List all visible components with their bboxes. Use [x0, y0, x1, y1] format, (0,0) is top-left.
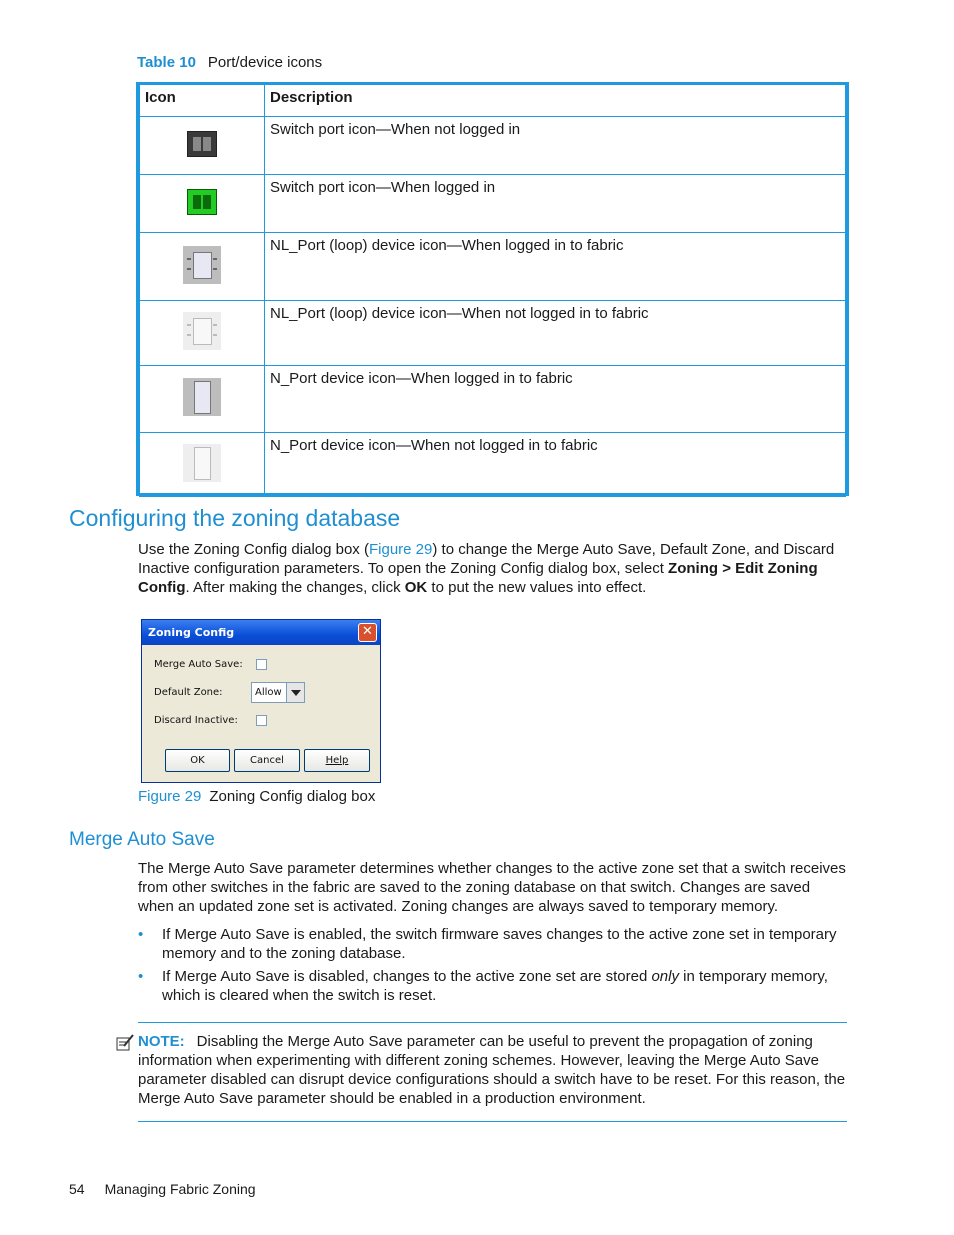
note-block [138, 1032, 850, 1108]
switch-port-off-icon [187, 131, 217, 157]
table-row [140, 301, 846, 366]
figure-caption [138, 788, 375, 805]
icon-column-header: Icon [140, 85, 265, 117]
n-port-not-logged-in-icon [183, 444, 221, 482]
intro-text-1: Use the Zoning Config dialog box ( [138, 541, 369, 558]
intro-text-2: ) to change the Merge Auto Save, Default Zone, and Discard Inactive configuration parameters. To open the Zoning Config dialog box, select [138, 541, 835, 577]
description-cell: NL_Port (loop) device icon—When logged in to fabric [265, 233, 846, 301]
bullet-text [162, 967, 846, 1005]
close-icon[interactable]: ✕ [358, 623, 377, 642]
cancel-button[interactable]: Cancel [234, 749, 300, 772]
page-number: 54 [69, 1181, 85, 1197]
dialog-title: Zoning Config [148, 626, 235, 639]
bullet-text: If Merge Auto Save is enabled, the switch firmware saves changes to the active zone set in temporary memory and to the zoning database. [162, 926, 837, 962]
table-row [140, 233, 846, 301]
table-row [140, 117, 846, 175]
icon-cell [140, 233, 265, 301]
ok-button[interactable]: OK [165, 749, 230, 772]
port-device-icons-table [136, 82, 849, 496]
nl-port-not-logged-in-icon [183, 312, 221, 350]
description-cell: NL_Port (loop) device icon—When not logged in to fabric [265, 301, 846, 366]
default-zone-label: Default Zone: [154, 687, 223, 698]
table-caption-text: Port/device icons [207, 54, 323, 71]
icon-cell [140, 301, 265, 366]
bullet-text-pre: If Merge Auto Save is disabled, changes to the active zone set are stored [162, 968, 652, 985]
list-item [138, 967, 850, 1007]
table-row [140, 366, 846, 433]
description-cell: N_Port device icon—When not logged in to fabric [265, 433, 846, 497]
description-cell: Switch port icon—When not logged in [265, 117, 846, 175]
icon-cell [140, 433, 265, 497]
menu-path: Zoning > Edit Zoning Config [138, 560, 818, 596]
bullet-text-emphasis: only [651, 968, 679, 985]
default-zone-select[interactable] [251, 682, 305, 703]
note-top-divider [138, 1022, 847, 1023]
table-header-row [140, 85, 846, 117]
icon-cell [140, 366, 265, 433]
nl-port-logged-in-icon [183, 246, 221, 284]
description-column-header: Description [265, 85, 846, 117]
switch-port-on-icon [187, 189, 217, 215]
merge-paragraph: The Merge Auto Save parameter determines whether changes to the active zone set that a switch receives from other switches in the fabric are saved to the zoning database on that switch. Changes are saved when an updated zone set is activated. Zoning changes are always saved to temporary memory. [138, 860, 846, 915]
bullet-text-post: in temporary memory, which is cleared when the switch is reset. [162, 968, 828, 1004]
description-cell: Switch port icon—When logged in [265, 175, 846, 233]
note-label: NOTE: [138, 1033, 185, 1050]
intro-text-4: to put the new values into effect. [427, 579, 647, 596]
subsection-title: Merge Auto Save [69, 829, 215, 850]
bullet-glyph: • [138, 926, 144, 943]
table-caption-label: Table 10 [137, 54, 196, 71]
bullet-glyph: • [138, 968, 144, 985]
note-bottom-divider [138, 1121, 847, 1122]
dialog-titlebar[interactable] [142, 620, 380, 645]
merge-auto-save-checkbox[interactable] [256, 659, 267, 670]
page-footer [69, 1181, 256, 1197]
merge-auto-save-label: Merge Auto Save: [154, 659, 243, 670]
default-zone-value: Allow [255, 687, 282, 698]
table-row [140, 433, 846, 497]
table-caption [137, 54, 322, 71]
description-cell: N_Port device icon—When logged in to fabric [265, 366, 846, 433]
chevron-down-icon[interactable] [286, 683, 304, 702]
figure-caption-text: Zoning Config dialog box [209, 788, 376, 805]
chapter-title: Managing Fabric Zoning [104, 1181, 256, 1197]
section-title: Configuring the zoning database [69, 505, 401, 531]
discard-inactive-checkbox[interactable] [256, 715, 267, 726]
ok-reference: OK [404, 579, 428, 596]
list-item [138, 925, 850, 965]
intro-paragraph [138, 540, 848, 597]
discard-inactive-label: Discard Inactive: [154, 715, 238, 726]
figure-29-link[interactable]: Figure 29 [368, 541, 433, 558]
n-port-logged-in-icon [183, 378, 221, 416]
table-row [140, 175, 846, 233]
note-pencil-icon [116, 1034, 134, 1051]
zoning-config-dialog [141, 619, 381, 783]
note-text: Disabling the Merge Auto Save parameter can be useful to prevent the propagation of zoning information when experimenting with different zoning schemes. However, leaving the Merge Auto Save parameter disabled can disrupt device configurations should a switch have to be reset. For this reason, the Merge Auto Save parameter should be enabled in a production environment. [138, 1033, 846, 1107]
icon-cell [140, 117, 265, 175]
icon-cell [140, 175, 265, 233]
help-button[interactable]: Help [304, 749, 370, 772]
intro-text-3: . After making the changes, click [185, 579, 405, 596]
figure-caption-label: Figure 29 [138, 788, 202, 805]
